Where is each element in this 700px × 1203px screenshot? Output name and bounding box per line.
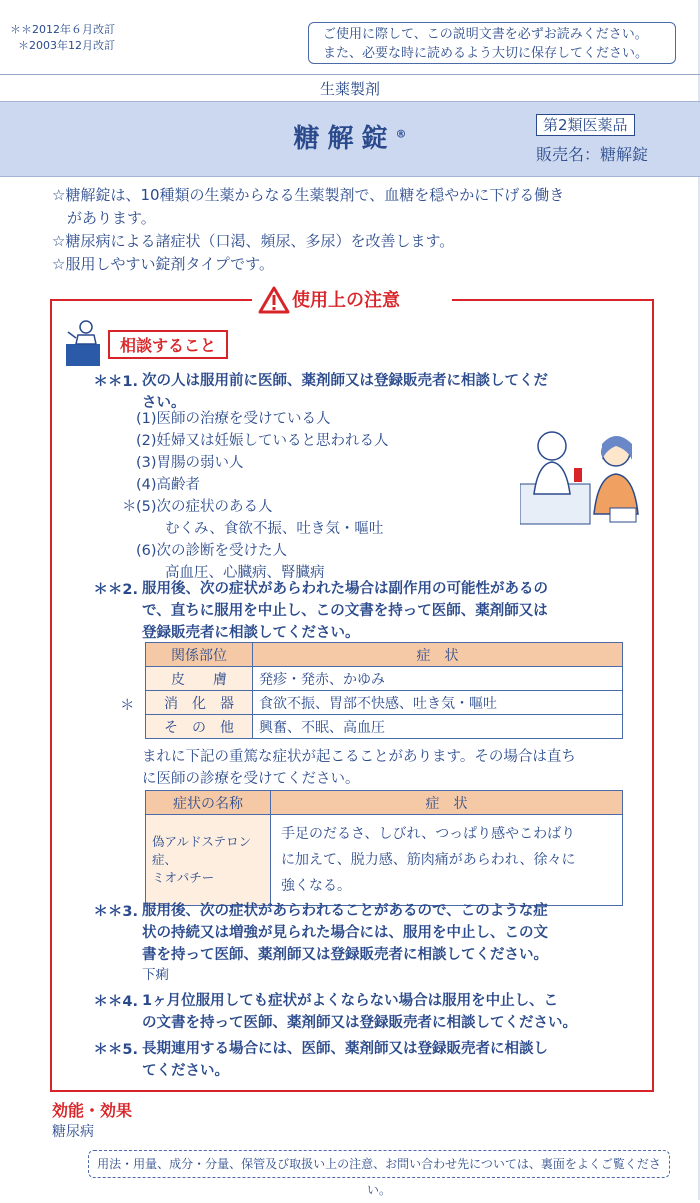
item-number: ＊＊5. [93, 1042, 138, 1058]
item-4-lead [142, 990, 577, 1034]
footer-note: 用法・用量、成分・分量、保管及び取扱い上の注意、お問い合わせ先については、裏面をよくご覧ください。 [88, 1150, 670, 1178]
symptom-name-line: 偽アルドステロン症、 [152, 834, 252, 867]
item-1-lead-line: さい。 [142, 395, 186, 411]
item-number: ＊＊4. [93, 994, 138, 1010]
divider [0, 74, 700, 75]
asterisk-mark: ＊ [122, 499, 137, 515]
table-cell-symptom: 食欲不振、胃部不快感、吐き気・嘔吐 [253, 691, 623, 715]
table-header-row [146, 643, 623, 667]
doctor-consult-icon [64, 318, 104, 368]
intro-line: ☆服用しやすい錠剤タイプです。 [52, 255, 274, 273]
read-notice-line-2: また、必要な時に読めるよう大切に保存してください。 [323, 46, 649, 61]
side-effects-table [145, 642, 623, 739]
table-row [146, 691, 623, 715]
table-row [146, 715, 623, 739]
table-cell-part: 皮 膚 [146, 667, 253, 691]
revision-date-2: ＊2003年12月改訂 [18, 39, 115, 52]
item-3-lead-line: 服用後、次の症状があらわれることがあるので、このような症 [142, 903, 548, 919]
table-header-row [146, 791, 623, 815]
item-1-sublist [122, 408, 389, 584]
table-header: 症 状 [253, 643, 623, 667]
item-2-lead-line: 登録販売者に相談してください。 [142, 625, 360, 641]
item-4-lead-line: の文書を持って医師、薬剤師又は登録販売者に相談してください。 [142, 1015, 577, 1031]
table-cell-part: 消 化 器 [146, 691, 253, 715]
severe-note [142, 746, 576, 790]
product-category: 生薬製剤 [319, 80, 380, 98]
table-cell-symptom: 発疹・発赤、かゆみ [253, 667, 623, 691]
item-5-lead-line: てください。 [142, 1063, 229, 1079]
list-item-text: (2)妊婦又は妊娠していると思われる人 [136, 433, 389, 449]
symptom-line: に加えて、脱力感、筋肉痛があらわれ、徐々に [281, 852, 576, 868]
drug-class-badge: 第2類医薬品 [536, 114, 635, 136]
list-item-text: 高血圧、心臓病、腎臓病 [136, 565, 325, 581]
item-5-lead [142, 1038, 548, 1082]
item-3-lead-line: 状の持続又は増強が見られた場合には、服用を中止し、この文 [142, 925, 548, 941]
table-header: 関係部位 [146, 643, 253, 667]
list-item [122, 452, 389, 474]
efficacy-title: 効能・効果 [52, 1101, 133, 1120]
severe-symptoms-table [145, 790, 623, 906]
intro-line: があります。 [52, 209, 156, 227]
warning-triangle-icon [258, 286, 290, 314]
symptom-name-line: ミオパチー [152, 870, 215, 885]
list-item-text: (5)次の症状のある人 [136, 499, 273, 515]
sales-name: 販売名：糖解錠 [536, 145, 649, 164]
item-2-lead [142, 578, 548, 644]
table-cell-name [146, 815, 271, 906]
list-item-text: むくみ、食欲不振、吐き気・嘔吐 [136, 521, 384, 537]
table-row [146, 667, 623, 691]
registered-mark: ® [395, 127, 407, 141]
list-item [122, 430, 389, 452]
consult-label: 相談すること [108, 330, 228, 359]
severe-note-line: まれに下記の重篤な症状が起こることがあります。その場合は直ち [142, 749, 576, 765]
severe-note-line: に医師の診療を受けてください。 [142, 771, 360, 787]
list-item-text: (1)医師の治療を受けている人 [136, 411, 331, 427]
table-cell-symptom: 興奮、不眠、高血圧 [253, 715, 623, 739]
intro-text [52, 184, 652, 276]
item-2-lead-line: で、直ちに服用を中止し、この文書を持って医師、薬剤師又は [142, 603, 548, 619]
table-header: 症 状 [271, 791, 623, 815]
item-3-sub: 下痢 [142, 967, 169, 983]
revision-date-1: ＊＊2012年６月改訂 [10, 23, 115, 36]
table-cell-part: そ の 他 [146, 715, 253, 739]
efficacy-value: 糖尿病 [52, 1124, 94, 1140]
intro-line: ☆糖解錠は、10種類の生薬からなる生薬製剤で、血糖を穏やかに下げる働き [52, 186, 565, 204]
read-notice-box [308, 22, 676, 64]
asterisk-mark: ＊ [120, 698, 135, 714]
read-notice-line-1: ご使用に際して、この説明文書を必ずお読みください。 [323, 27, 648, 42]
doctor-patient-illustration-icon [520, 424, 650, 534]
item-3-lead-line: 書を持って医師、薬剤師又は登録販売者に相談してください。 [142, 947, 548, 963]
list-item-text: (4)高齢者 [136, 477, 201, 493]
item-number: ＊＊3. [93, 904, 138, 920]
item-4-lead-line: 1ヶ月位服用しても症状がよくならない場合は服用を中止し、こ [142, 993, 559, 1009]
list-item-text: (6)次の診断を受けた人 [136, 543, 288, 559]
item-3-lead [142, 900, 548, 966]
list-item [122, 496, 389, 518]
list-item [122, 408, 389, 430]
list-item [122, 540, 389, 562]
product-name-text: 糖解錠 [293, 124, 396, 154]
table-header: 症状の名称 [146, 791, 271, 815]
item-2-lead-line: 服用後、次の症状があらわれた場合は副作用の可能性があるの [142, 581, 548, 597]
item-5-lead-line: 長期連用する場合には、医師、薬剤師又は登録販売者に相談し [142, 1041, 548, 1057]
table-row [146, 815, 623, 906]
symptom-line: 手足のだるさ、しびれ、つっぱり感やこわばり [281, 826, 576, 842]
item-number: ＊＊2. [93, 582, 138, 598]
list-item [122, 474, 389, 496]
list-item [122, 518, 389, 540]
warning-title: 使用上の注意 [292, 290, 400, 311]
table-cell-symptom [271, 815, 623, 906]
item-1-lead-line: 次の人は服用前に医師、薬剤師又は登録販売者に相談してくだ [142, 373, 548, 389]
item-number: ＊＊1. [93, 374, 138, 390]
symptom-line: 強くなる。 [281, 878, 351, 894]
list-item-text: (3)胃腸の弱い人 [136, 455, 244, 471]
intro-line: ☆糖尿病による諸症状（口渇、頻尿、多尿）を改善します。 [52, 232, 455, 250]
